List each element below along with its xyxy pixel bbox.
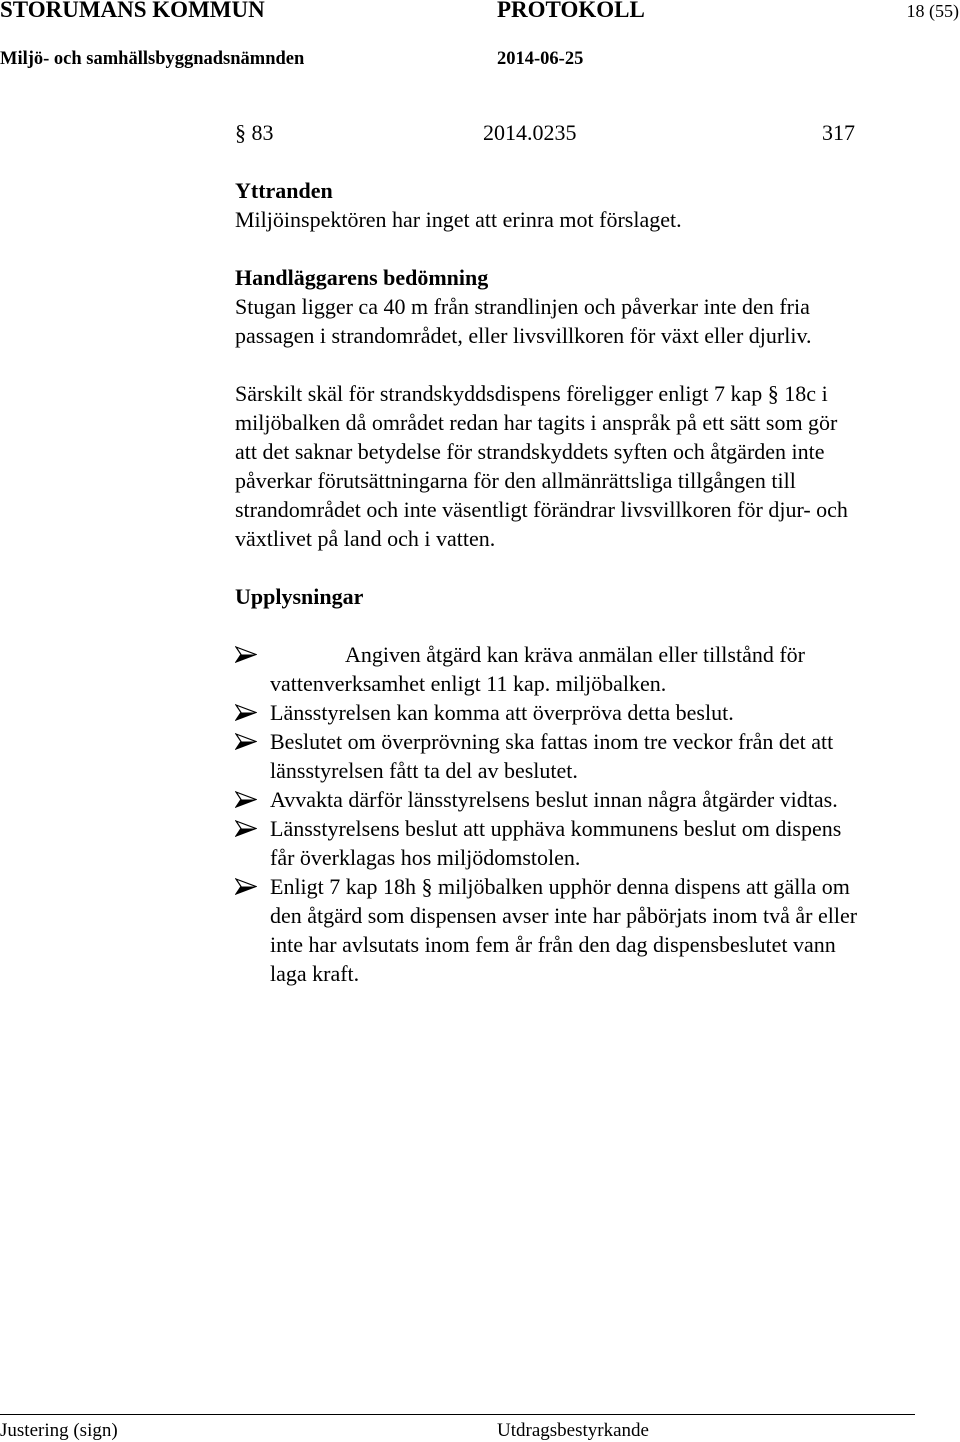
list-item-text-line: Länsstyrelsen kan komma att överpröva detta beslut. (270, 700, 734, 725)
arrow-bullet-icon (235, 791, 257, 808)
list-item-text-line: Beslutet om överprövning ska fattas inom tre veckor från det att (270, 729, 834, 754)
assessment-text-line: passagen i strandområdet, eller livsvillkoren för växt eller djurliv. (235, 323, 812, 348)
arrow-bullet-icon (235, 704, 257, 721)
case-number: 2014.0235 (483, 120, 577, 145)
statements-section (235, 176, 955, 234)
assessment-text-line: miljöbalken då området redan har tagits i anspråk på ett sätt som gör (235, 410, 838, 435)
list-item-text-line: vattenverksamhet enligt 11 kap. miljöbalken. (270, 671, 667, 696)
assessment-text-line: växtlivet på land och i vatten. (235, 526, 496, 551)
list-item-text-line: Angiven åtgärd kan kräva anmälan eller tillstånd för (345, 642, 805, 667)
arrow-bullet-icon (235, 820, 257, 837)
meeting-date: 2014-06-25 (497, 49, 584, 69)
assessment-paragraph (235, 379, 955, 553)
statements-heading: Yttranden (235, 178, 333, 203)
list-item (235, 872, 955, 988)
list-item-text-line: får överklagas hos miljödomstolen. (270, 845, 581, 870)
arrow-bullet-icon (235, 646, 257, 663)
committee-name: Miljö- och samhällsbyggnadsnämnden (0, 49, 305, 69)
certification-label: Utdragsbestyrkande (497, 1420, 649, 1441)
arrow-bullet-icon (235, 733, 257, 750)
assessment-heading: Handläggarens bedömning (235, 265, 489, 290)
list-item-text-line: den åtgärd som dispensen avser inte har påbörjats inom två år eller (270, 903, 858, 928)
information-heading: Upplysningar (235, 584, 364, 609)
assessment-text-line: att det saknar betydelse för strandskyddets syften och åtgärden inte (235, 439, 825, 464)
section-row (235, 118, 955, 147)
arrow-bullet-icon (235, 878, 257, 895)
document-type: PROTOKOLL (497, 0, 645, 22)
list-item-text-line: Enligt 7 kap 18h § miljöbalken upphör denna dispens att gälla om (270, 874, 850, 899)
information-section (235, 582, 955, 988)
signature-label: Justering (sign) (0, 1420, 118, 1441)
information-list (235, 640, 955, 988)
list-item-text-line: Avvakta därför länsstyrelsens beslut innan några åtgärder vidtas. (270, 787, 838, 812)
assessment-paragraph (235, 292, 955, 350)
page-number: 18 (55) (906, 1, 959, 21)
reference-number: 317 (822, 120, 855, 145)
assessment-text-line: påverkar förutsättningarna för den allmänrättsliga tillgången till (235, 468, 796, 493)
paragraph-number: § 83 (235, 120, 274, 145)
municipality-name: STORUMANS KOMMUN (0, 0, 265, 22)
list-item-text-line: inte har avlsutats inom fem år från den dag dispensbeslutet vann (270, 932, 836, 957)
list-item-text-line: länsstyrelsen fått ta del av beslutet. (270, 758, 578, 783)
list-item (235, 814, 955, 872)
assessment-text-line: Stugan ligger ca 40 m från strandlinjen och påverkar inte den fria (235, 294, 810, 319)
assessment-text-line: strandområdet och inte väsentligt förändrar livsvillkoren för djur- och (235, 497, 848, 522)
list-item (235, 785, 955, 814)
document-body (235, 118, 955, 988)
statements-text-line: Miljöinspektören har inget att erinra mot förslaget. (235, 207, 682, 232)
list-item (235, 727, 955, 785)
list-item-text-line: Länsstyrelsens beslut att upphäva kommunens beslut om dispens (270, 816, 842, 841)
assessment-text-line: Särskilt skäl för strandskyddsdispens föreligger enligt 7 kap § 18c i (235, 381, 828, 406)
list-item (235, 698, 955, 727)
footer-divider (0, 1414, 915, 1415)
assessment-section (235, 263, 955, 553)
list-item-text-line: laga kraft. (270, 961, 360, 986)
list-item (235, 640, 955, 698)
